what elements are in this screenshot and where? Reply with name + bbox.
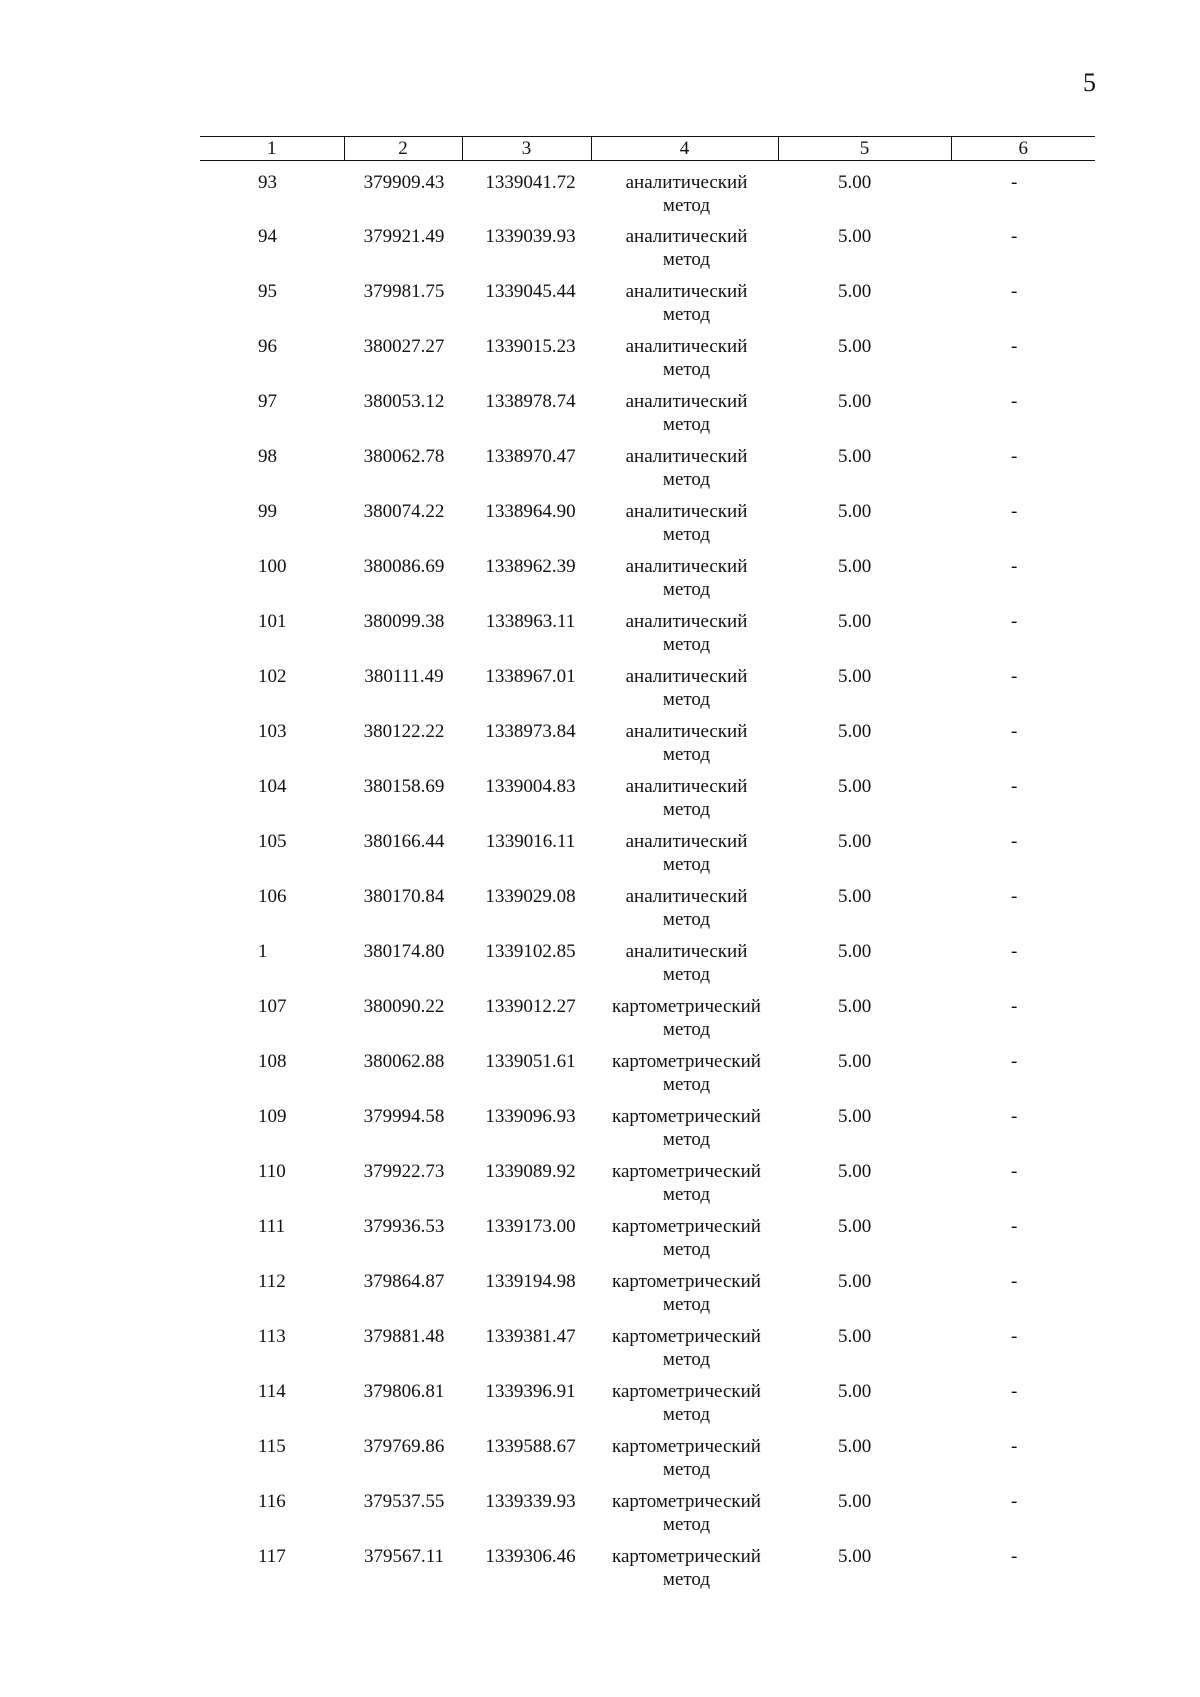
method-word: метод — [662, 744, 711, 765]
table-row — [200, 1042, 1095, 1097]
y-coordinate-cell: 1339102.85 — [485, 941, 576, 962]
column-header-5: 5 — [778, 137, 951, 161]
y-coordinate-cell: 1339381.47 — [485, 1326, 576, 1347]
method-name: картометрический — [612, 1161, 761, 1182]
description-cell: - — [1011, 556, 1018, 577]
method-word: метод — [662, 1569, 711, 1590]
table-row — [200, 932, 1095, 987]
description-cell: - — [1011, 1381, 1018, 1402]
method-word: метод — [662, 854, 711, 875]
point-number-cell: 111 — [258, 1216, 286, 1237]
method-word: метод — [662, 249, 711, 270]
y-coordinate-cell: 1338970.47 — [485, 446, 576, 467]
method-name: картометрический — [612, 1436, 761, 1457]
method-word: метод — [662, 304, 711, 325]
method-cell — [591, 1317, 778, 1372]
description-cell: - — [1011, 721, 1018, 742]
accuracy-cell: 5.00 — [838, 1326, 872, 1347]
method-cell — [591, 272, 778, 327]
x-coordinate-cell: 379922.73 — [363, 1161, 445, 1182]
method-name: аналитический — [625, 611, 748, 632]
method-cell — [591, 1152, 778, 1207]
x-coordinate-cell: 379881.48 — [363, 1326, 445, 1347]
method-name: аналитический — [625, 556, 748, 577]
description-cell: - — [1011, 1326, 1018, 1347]
table-row — [200, 1427, 1095, 1482]
accuracy-cell: 5.00 — [838, 611, 872, 632]
description-cell: - — [1011, 226, 1018, 247]
table-row — [200, 1262, 1095, 1317]
method-word: метод — [662, 689, 711, 710]
method-name: аналитический — [625, 776, 748, 797]
method-name: картометрический — [612, 1271, 761, 1292]
method-cell — [591, 1097, 778, 1152]
method-cell — [591, 877, 778, 932]
method-name: аналитический — [625, 721, 748, 742]
y-coordinate-cell: 1339306.46 — [485, 1546, 576, 1567]
method-name: картометрический — [612, 1051, 761, 1072]
accuracy-cell: 5.00 — [838, 391, 872, 412]
method-name: аналитический — [625, 226, 748, 247]
description-cell: - — [1011, 446, 1018, 467]
method-word: метод — [662, 634, 711, 655]
y-coordinate-cell: 1339015.23 — [485, 336, 576, 357]
point-number-cell: 100 — [258, 556, 287, 577]
accuracy-cell: 5.00 — [838, 281, 872, 302]
x-coordinate-cell: 379537.55 — [363, 1491, 445, 1512]
method-name: аналитический — [625, 281, 748, 302]
accuracy-cell: 5.00 — [838, 172, 872, 193]
description-cell: - — [1011, 391, 1018, 412]
method-cell — [591, 932, 778, 987]
point-number-cell: 114 — [258, 1381, 286, 1402]
accuracy-cell: 5.00 — [838, 1436, 872, 1457]
point-number-cell: 98 — [258, 446, 277, 467]
description-cell: - — [1011, 1491, 1018, 1512]
accuracy-cell: 5.00 — [838, 721, 872, 742]
accuracy-cell: 5.00 — [838, 1161, 872, 1182]
method-cell — [591, 1262, 778, 1317]
point-number-cell: 99 — [258, 501, 277, 522]
method-word: метод — [662, 1294, 711, 1315]
accuracy-cell: 5.00 — [838, 1051, 872, 1072]
method-word: метод — [662, 1459, 711, 1480]
description-cell: - — [1011, 666, 1018, 687]
y-coordinate-cell: 1339051.61 — [485, 1051, 576, 1072]
point-number-cell: 103 — [258, 721, 287, 742]
method-word: метод — [662, 1404, 711, 1425]
x-coordinate-cell: 379909.43 — [363, 172, 445, 193]
y-coordinate-cell: 1338978.74 — [485, 391, 576, 412]
point-number-cell: 105 — [258, 831, 287, 852]
x-coordinate-cell: 379864.87 — [363, 1271, 445, 1292]
accuracy-cell: 5.00 — [838, 1216, 872, 1237]
accuracy-cell: 5.00 — [838, 996, 872, 1017]
method-name: аналитический — [625, 172, 748, 193]
point-number-cell: 109 — [258, 1106, 287, 1127]
point-number-cell: 108 — [258, 1051, 287, 1072]
y-coordinate-cell: 1339029.08 — [485, 886, 576, 907]
method-word: метод — [662, 359, 711, 380]
accuracy-cell: 5.00 — [838, 1381, 872, 1402]
x-coordinate-cell: 379567.11 — [363, 1546, 445, 1567]
method-name: картометрический — [612, 1106, 761, 1127]
method-word: метод — [662, 1239, 711, 1260]
x-coordinate-cell: 380074.22 — [363, 501, 445, 522]
method-cell — [591, 1537, 778, 1592]
point-number-cell: 94 — [258, 226, 277, 247]
y-coordinate-cell: 1339016.11 — [485, 831, 576, 852]
method-word: метод — [662, 579, 711, 600]
accuracy-cell: 5.00 — [838, 226, 872, 247]
table-row — [200, 1097, 1095, 1152]
method-cell — [591, 602, 778, 657]
table-row — [200, 987, 1095, 1042]
x-coordinate-cell: 380166.44 — [363, 831, 445, 852]
method-word: метод — [662, 799, 711, 820]
column-header-1: 1 — [200, 137, 344, 161]
y-coordinate-cell: 1339004.83 — [485, 776, 576, 797]
method-cell — [591, 492, 778, 547]
point-number-cell: 102 — [258, 666, 287, 687]
x-coordinate-cell: 380062.88 — [363, 1051, 445, 1072]
y-coordinate-cell: 1339588.67 — [485, 1436, 576, 1457]
method-name: аналитический — [625, 391, 748, 412]
x-coordinate-cell: 380090.22 — [363, 996, 445, 1017]
description-cell: - — [1011, 172, 1018, 193]
method-word: метод — [662, 1184, 711, 1205]
description-cell: - — [1011, 1216, 1018, 1237]
method-name: аналитический — [625, 446, 748, 467]
accuracy-cell: 5.00 — [838, 556, 872, 577]
method-word: метод — [662, 414, 711, 435]
x-coordinate-cell: 380158.69 — [363, 776, 445, 797]
x-coordinate-cell: 379806.81 — [363, 1381, 445, 1402]
method-name: картометрический — [612, 996, 761, 1017]
method-name: картометрический — [612, 1216, 761, 1237]
y-coordinate-cell: 1339096.93 — [485, 1106, 576, 1127]
method-word: метод — [662, 964, 711, 985]
table-row — [200, 437, 1095, 492]
coordinates-table-wrapper — [200, 136, 1095, 1592]
description-cell: - — [1011, 1051, 1018, 1072]
accuracy-cell: 5.00 — [838, 886, 872, 907]
method-cell — [591, 1042, 778, 1097]
table-row — [200, 767, 1095, 822]
accuracy-cell: 5.00 — [838, 501, 872, 522]
y-coordinate-cell: 1338962.39 — [485, 556, 576, 577]
y-coordinate-cell: 1339173.00 — [485, 1216, 576, 1237]
table-row — [200, 492, 1095, 547]
method-name: аналитический — [625, 831, 748, 852]
method-cell — [591, 161, 778, 218]
table-row — [200, 1207, 1095, 1262]
method-cell — [591, 1482, 778, 1537]
coordinates-table — [200, 136, 1095, 1592]
method-cell — [591, 382, 778, 437]
method-name: аналитический — [625, 666, 748, 687]
point-number-cell: 117 — [258, 1546, 286, 1567]
table-row — [200, 1482, 1095, 1537]
table-row — [200, 1372, 1095, 1427]
accuracy-cell: 5.00 — [838, 831, 872, 852]
x-coordinate-cell: 379921.49 — [363, 226, 445, 247]
method-name: аналитический — [625, 336, 748, 357]
y-coordinate-cell: 1339039.93 — [485, 226, 576, 247]
method-cell — [591, 217, 778, 272]
point-number-cell: 97 — [258, 391, 277, 412]
point-number-cell: 116 — [258, 1491, 286, 1512]
column-header-3: 3 — [462, 137, 591, 161]
method-cell — [591, 1427, 778, 1482]
point-number-cell: 112 — [258, 1271, 286, 1292]
method-cell — [591, 822, 778, 877]
point-number-cell: 113 — [258, 1326, 286, 1347]
method-name: картометрический — [612, 1326, 761, 1347]
accuracy-cell: 5.00 — [838, 336, 872, 357]
y-coordinate-cell: 1339089.92 — [485, 1161, 576, 1182]
table-row — [200, 1152, 1095, 1207]
method-name: картометрический — [612, 1381, 761, 1402]
description-cell: - — [1011, 1546, 1018, 1567]
method-name: аналитический — [625, 886, 748, 907]
table-row — [200, 217, 1095, 272]
point-number-cell: 115 — [258, 1436, 286, 1457]
accuracy-cell: 5.00 — [838, 1491, 872, 1512]
x-coordinate-cell: 380099.38 — [363, 611, 445, 632]
method-word: метод — [662, 195, 711, 216]
y-coordinate-cell: 1338973.84 — [485, 721, 576, 742]
table-body — [200, 161, 1095, 1593]
table-row — [200, 161, 1095, 218]
accuracy-cell: 5.00 — [838, 1271, 872, 1292]
point-number-cell: 104 — [258, 776, 287, 797]
table-row — [200, 547, 1095, 602]
y-coordinate-cell: 1339045.44 — [485, 281, 576, 302]
point-number-cell: 1 — [258, 941, 268, 962]
description-cell: - — [1011, 831, 1018, 852]
y-coordinate-cell: 1339339.93 — [485, 1491, 576, 1512]
method-cell — [591, 1207, 778, 1262]
description-cell: - — [1011, 996, 1018, 1017]
column-header-4: 4 — [591, 137, 778, 161]
table-row — [200, 822, 1095, 877]
description-cell: - — [1011, 776, 1018, 797]
table-row — [200, 657, 1095, 712]
description-cell: - — [1011, 941, 1018, 962]
point-number-cell: 93 — [258, 172, 277, 193]
table-row — [200, 712, 1095, 767]
x-coordinate-cell: 379936.53 — [363, 1216, 445, 1237]
x-coordinate-cell: 379981.75 — [363, 281, 445, 302]
method-word: метод — [662, 1129, 711, 1150]
x-coordinate-cell: 380122.22 — [363, 721, 445, 742]
point-number-cell: 110 — [258, 1161, 286, 1182]
method-name: аналитический — [625, 501, 748, 522]
x-coordinate-cell: 380053.12 — [363, 391, 445, 412]
method-name: картометрический — [612, 1491, 761, 1512]
description-cell: - — [1011, 1271, 1018, 1292]
accuracy-cell: 5.00 — [838, 941, 872, 962]
method-cell — [591, 712, 778, 767]
description-cell: - — [1011, 1161, 1018, 1182]
method-word: метод — [662, 1349, 711, 1370]
method-name: картометрический — [612, 1546, 761, 1567]
accuracy-cell: 5.00 — [838, 446, 872, 467]
description-cell: - — [1011, 1436, 1018, 1457]
table-row — [200, 382, 1095, 437]
method-cell — [591, 987, 778, 1042]
method-cell — [591, 437, 778, 492]
description-cell: - — [1011, 886, 1018, 907]
x-coordinate-cell: 379769.86 — [363, 1436, 445, 1457]
method-word: метод — [662, 909, 711, 930]
x-coordinate-cell: 380027.27 — [363, 336, 445, 357]
method-word: метод — [662, 524, 711, 545]
method-word: метод — [662, 1514, 711, 1535]
method-word: метод — [662, 1019, 711, 1040]
page-number: 5 — [1083, 68, 1096, 97]
description-cell: - — [1011, 1106, 1018, 1127]
method-cell — [591, 657, 778, 712]
table-row — [200, 327, 1095, 382]
x-coordinate-cell: 379994.58 — [363, 1106, 445, 1127]
accuracy-cell: 5.00 — [838, 666, 872, 687]
header-row — [200, 137, 1095, 161]
description-cell: - — [1011, 336, 1018, 357]
description-cell: - — [1011, 281, 1018, 302]
method-word: метод — [662, 469, 711, 490]
method-name: аналитический — [625, 941, 748, 962]
point-number-cell: 107 — [258, 996, 287, 1017]
y-coordinate-cell: 1338963.11 — [485, 611, 576, 632]
y-coordinate-cell: 1339012.27 — [485, 996, 576, 1017]
y-coordinate-cell: 1339041.72 — [485, 172, 576, 193]
y-coordinate-cell: 1338964.90 — [485, 501, 576, 522]
x-coordinate-cell: 380170.84 — [363, 886, 445, 907]
accuracy-cell: 5.00 — [838, 1546, 872, 1567]
description-cell: - — [1011, 611, 1018, 632]
description-cell: - — [1011, 501, 1018, 522]
y-coordinate-cell: 1339396.91 — [485, 1381, 576, 1402]
table-header — [200, 137, 1095, 161]
method-word: метод — [662, 1074, 711, 1095]
point-number-cell: 95 — [258, 281, 277, 302]
table-row — [200, 1537, 1095, 1592]
method-cell — [591, 767, 778, 822]
table-row — [200, 877, 1095, 932]
accuracy-cell: 5.00 — [838, 776, 872, 797]
column-header-2: 2 — [344, 137, 462, 161]
point-number-cell: 96 — [258, 336, 277, 357]
x-coordinate-cell: 380174.80 — [363, 941, 445, 962]
x-coordinate-cell: 380062.78 — [363, 446, 445, 467]
point-number-cell: 106 — [258, 886, 287, 907]
x-coordinate-cell: 380086.69 — [363, 556, 445, 577]
method-cell — [591, 1372, 778, 1427]
table-row — [200, 602, 1095, 657]
y-coordinate-cell: 1339194.98 — [485, 1271, 576, 1292]
method-cell — [591, 547, 778, 602]
y-coordinate-cell: 1338967.01 — [485, 666, 576, 687]
table-row — [200, 1317, 1095, 1372]
accuracy-cell: 5.00 — [838, 1106, 872, 1127]
table-row — [200, 272, 1095, 327]
method-cell — [591, 327, 778, 382]
x-coordinate-cell: 380111.49 — [364, 666, 444, 687]
column-header-6: 6 — [951, 137, 1095, 161]
point-number-cell: 101 — [258, 611, 287, 632]
